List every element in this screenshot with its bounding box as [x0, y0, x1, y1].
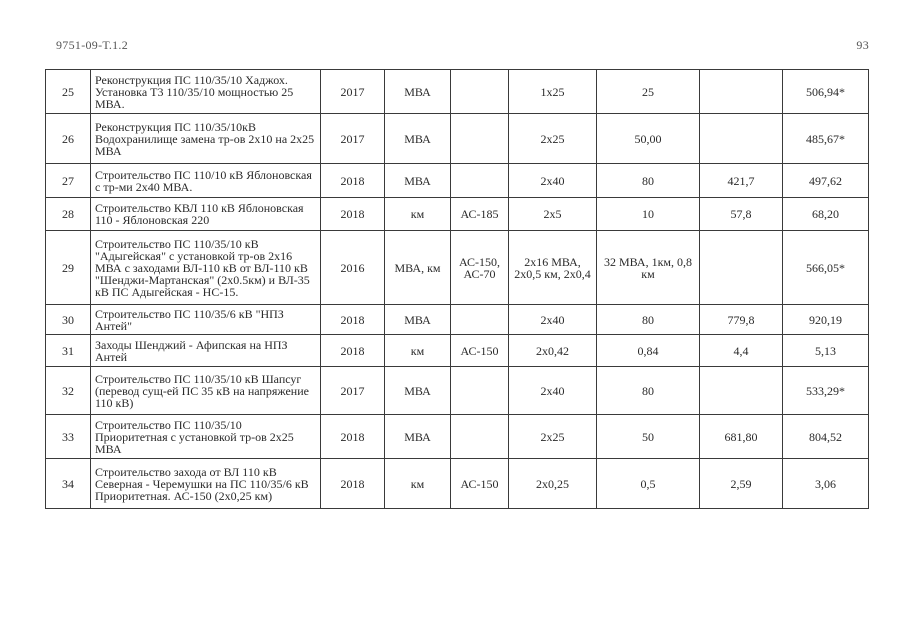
- wire-cell: [451, 114, 509, 164]
- quantity-cell: 1х25: [509, 70, 597, 114]
- quantity-cell: 2х40: [509, 305, 597, 335]
- row-number: 33: [46, 415, 91, 459]
- table-row: [46, 114, 869, 164]
- quantity-cell: 2х40: [509, 164, 597, 198]
- cost2-cell: 920,19: [783, 305, 869, 335]
- row-number: 30: [46, 305, 91, 335]
- cost2-cell: 5,13: [783, 335, 869, 367]
- quantity-cell: 2х0,25: [509, 459, 597, 509]
- total-cell: 80: [597, 164, 700, 198]
- wire-cell: АС-150: [451, 459, 509, 509]
- unit-cell: МВА, км: [385, 231, 451, 305]
- quantity-cell: 2х16 МВА, 2х0,5 км, 2х0,4: [509, 231, 597, 305]
- cost2-cell: 506,94*: [783, 70, 869, 114]
- table-row: [46, 198, 869, 231]
- table-row: [46, 305, 869, 335]
- year-cell: 2018: [321, 305, 385, 335]
- object-name: Реконструкция ПС 110/35/10кВ Водохранилище замена тр-ов 2х10 на 2х25 МВА: [91, 114, 321, 164]
- year-cell: 2017: [321, 367, 385, 415]
- cost2-cell: 68,20: [783, 198, 869, 231]
- cost2-cell: 497,62: [783, 164, 869, 198]
- object-name: Строительство ПС 110/35/10 Приоритетная с установкой тр-ов 2х25 МВА: [91, 415, 321, 459]
- cost1-cell: 779,8: [700, 305, 783, 335]
- row-number: 29: [46, 231, 91, 305]
- unit-cell: МВА: [385, 114, 451, 164]
- row-number: 25: [46, 70, 91, 114]
- cost1-cell: 421,7: [700, 164, 783, 198]
- object-name: Строительство ПС 110/35/6 кВ "НПЗ Антей": [91, 305, 321, 335]
- table-row: [46, 367, 869, 415]
- wire-cell: [451, 70, 509, 114]
- cost1-cell: 2,59: [700, 459, 783, 509]
- unit-cell: МВА: [385, 70, 451, 114]
- total-cell: 0,5: [597, 459, 700, 509]
- wire-cell: АС-185: [451, 198, 509, 231]
- object-name: Строительство захода от ВЛ 110 кВ Северная - Черемушки на ПС 110/35/6 кВ Приоритетная. АС-150 (2х0,25 км): [91, 459, 321, 509]
- wire-cell: АС-150, АС-70: [451, 231, 509, 305]
- cost1-cell: [700, 231, 783, 305]
- year-cell: 2018: [321, 335, 385, 367]
- year-cell: 2017: [321, 70, 385, 114]
- table-row: [46, 164, 869, 198]
- total-cell: 50,00: [597, 114, 700, 164]
- quantity-cell: 2х0,42: [509, 335, 597, 367]
- wire-cell: АС-150: [451, 335, 509, 367]
- row-number: 27: [46, 164, 91, 198]
- unit-cell: МВА: [385, 305, 451, 335]
- total-cell: 32 МВА, 1км, 0,8 км: [597, 231, 700, 305]
- year-cell: 2018: [321, 459, 385, 509]
- cost2-cell: 3,06: [783, 459, 869, 509]
- row-number: 34: [46, 459, 91, 509]
- total-cell: 80: [597, 367, 700, 415]
- object-name: Строительство КВЛ 110 кВ Яблоновская 110 - Яблоновская 220: [91, 198, 321, 231]
- cost2-cell: 533,29*: [783, 367, 869, 415]
- total-cell: 25: [597, 70, 700, 114]
- total-cell: 10: [597, 198, 700, 231]
- quantity-cell: 2х5: [509, 198, 597, 231]
- cost1-cell: 681,80: [700, 415, 783, 459]
- unit-cell: МВА: [385, 367, 451, 415]
- cost1-cell: 57,8: [700, 198, 783, 231]
- quantity-cell: 2х25: [509, 114, 597, 164]
- cost2-cell: 485,67*: [783, 114, 869, 164]
- quantity-cell: 2х25: [509, 415, 597, 459]
- object-name: Реконструкция ПС 110/35/10 Хаджох. Установка Т3 110/35/10 мощностью 25 МВА.: [91, 70, 321, 114]
- row-number: 32: [46, 367, 91, 415]
- year-cell: 2018: [321, 415, 385, 459]
- year-cell: 2018: [321, 198, 385, 231]
- object-name: Строительство ПС 110/10 кВ Яблоновская с тр-ми 2х40 МВА.: [91, 164, 321, 198]
- row-number: 31: [46, 335, 91, 367]
- table-row: [46, 459, 869, 509]
- investment-table: [45, 69, 869, 509]
- table-row: [46, 231, 869, 305]
- cost1-cell: [700, 70, 783, 114]
- unit-cell: км: [385, 459, 451, 509]
- table-row: [46, 70, 869, 114]
- total-cell: 80: [597, 305, 700, 335]
- object-name: Заходы Шенджий - Афипская на НПЗ Антей: [91, 335, 321, 367]
- quantity-cell: 2х40: [509, 367, 597, 415]
- cost1-cell: [700, 367, 783, 415]
- page-number: 93: [856, 38, 869, 52]
- object-name: Строительство ПС 110/35/10 кВ Шапсуг (перевод сущ-ей ПС 35 кВ на напряжение 110 кВ): [91, 367, 321, 415]
- total-cell: 50: [597, 415, 700, 459]
- year-cell: 2017: [321, 114, 385, 164]
- cost1-cell: 4,4: [700, 335, 783, 367]
- unit-cell: км: [385, 335, 451, 367]
- wire-cell: [451, 415, 509, 459]
- cost2-cell: 566,05*: [783, 231, 869, 305]
- cost1-cell: [700, 114, 783, 164]
- object-name: Строительство ПС 110/35/10 кВ "Адыгейская" с установкой тр-ов 2х16 МВА с заходами ВЛ-110 кВ от ВЛ-110 кВ "Шенджи-Мартанская" (2х0.5км) и ВЛ-35 кВ ПС Адыгейская - НС-15.: [91, 231, 321, 305]
- table-row: [46, 335, 869, 367]
- wire-cell: [451, 367, 509, 415]
- year-cell: 2018: [321, 164, 385, 198]
- row-number: 26: [46, 114, 91, 164]
- unit-cell: км: [385, 198, 451, 231]
- cost2-cell: 804,52: [783, 415, 869, 459]
- unit-cell: МВА: [385, 164, 451, 198]
- document-code: 9751-09-Т.1.2: [56, 38, 129, 52]
- wire-cell: [451, 164, 509, 198]
- unit-cell: МВА: [385, 415, 451, 459]
- total-cell: 0,84: [597, 335, 700, 367]
- table-row: [46, 415, 869, 459]
- year-cell: 2016: [321, 231, 385, 305]
- wire-cell: [451, 305, 509, 335]
- row-number: 28: [46, 198, 91, 231]
